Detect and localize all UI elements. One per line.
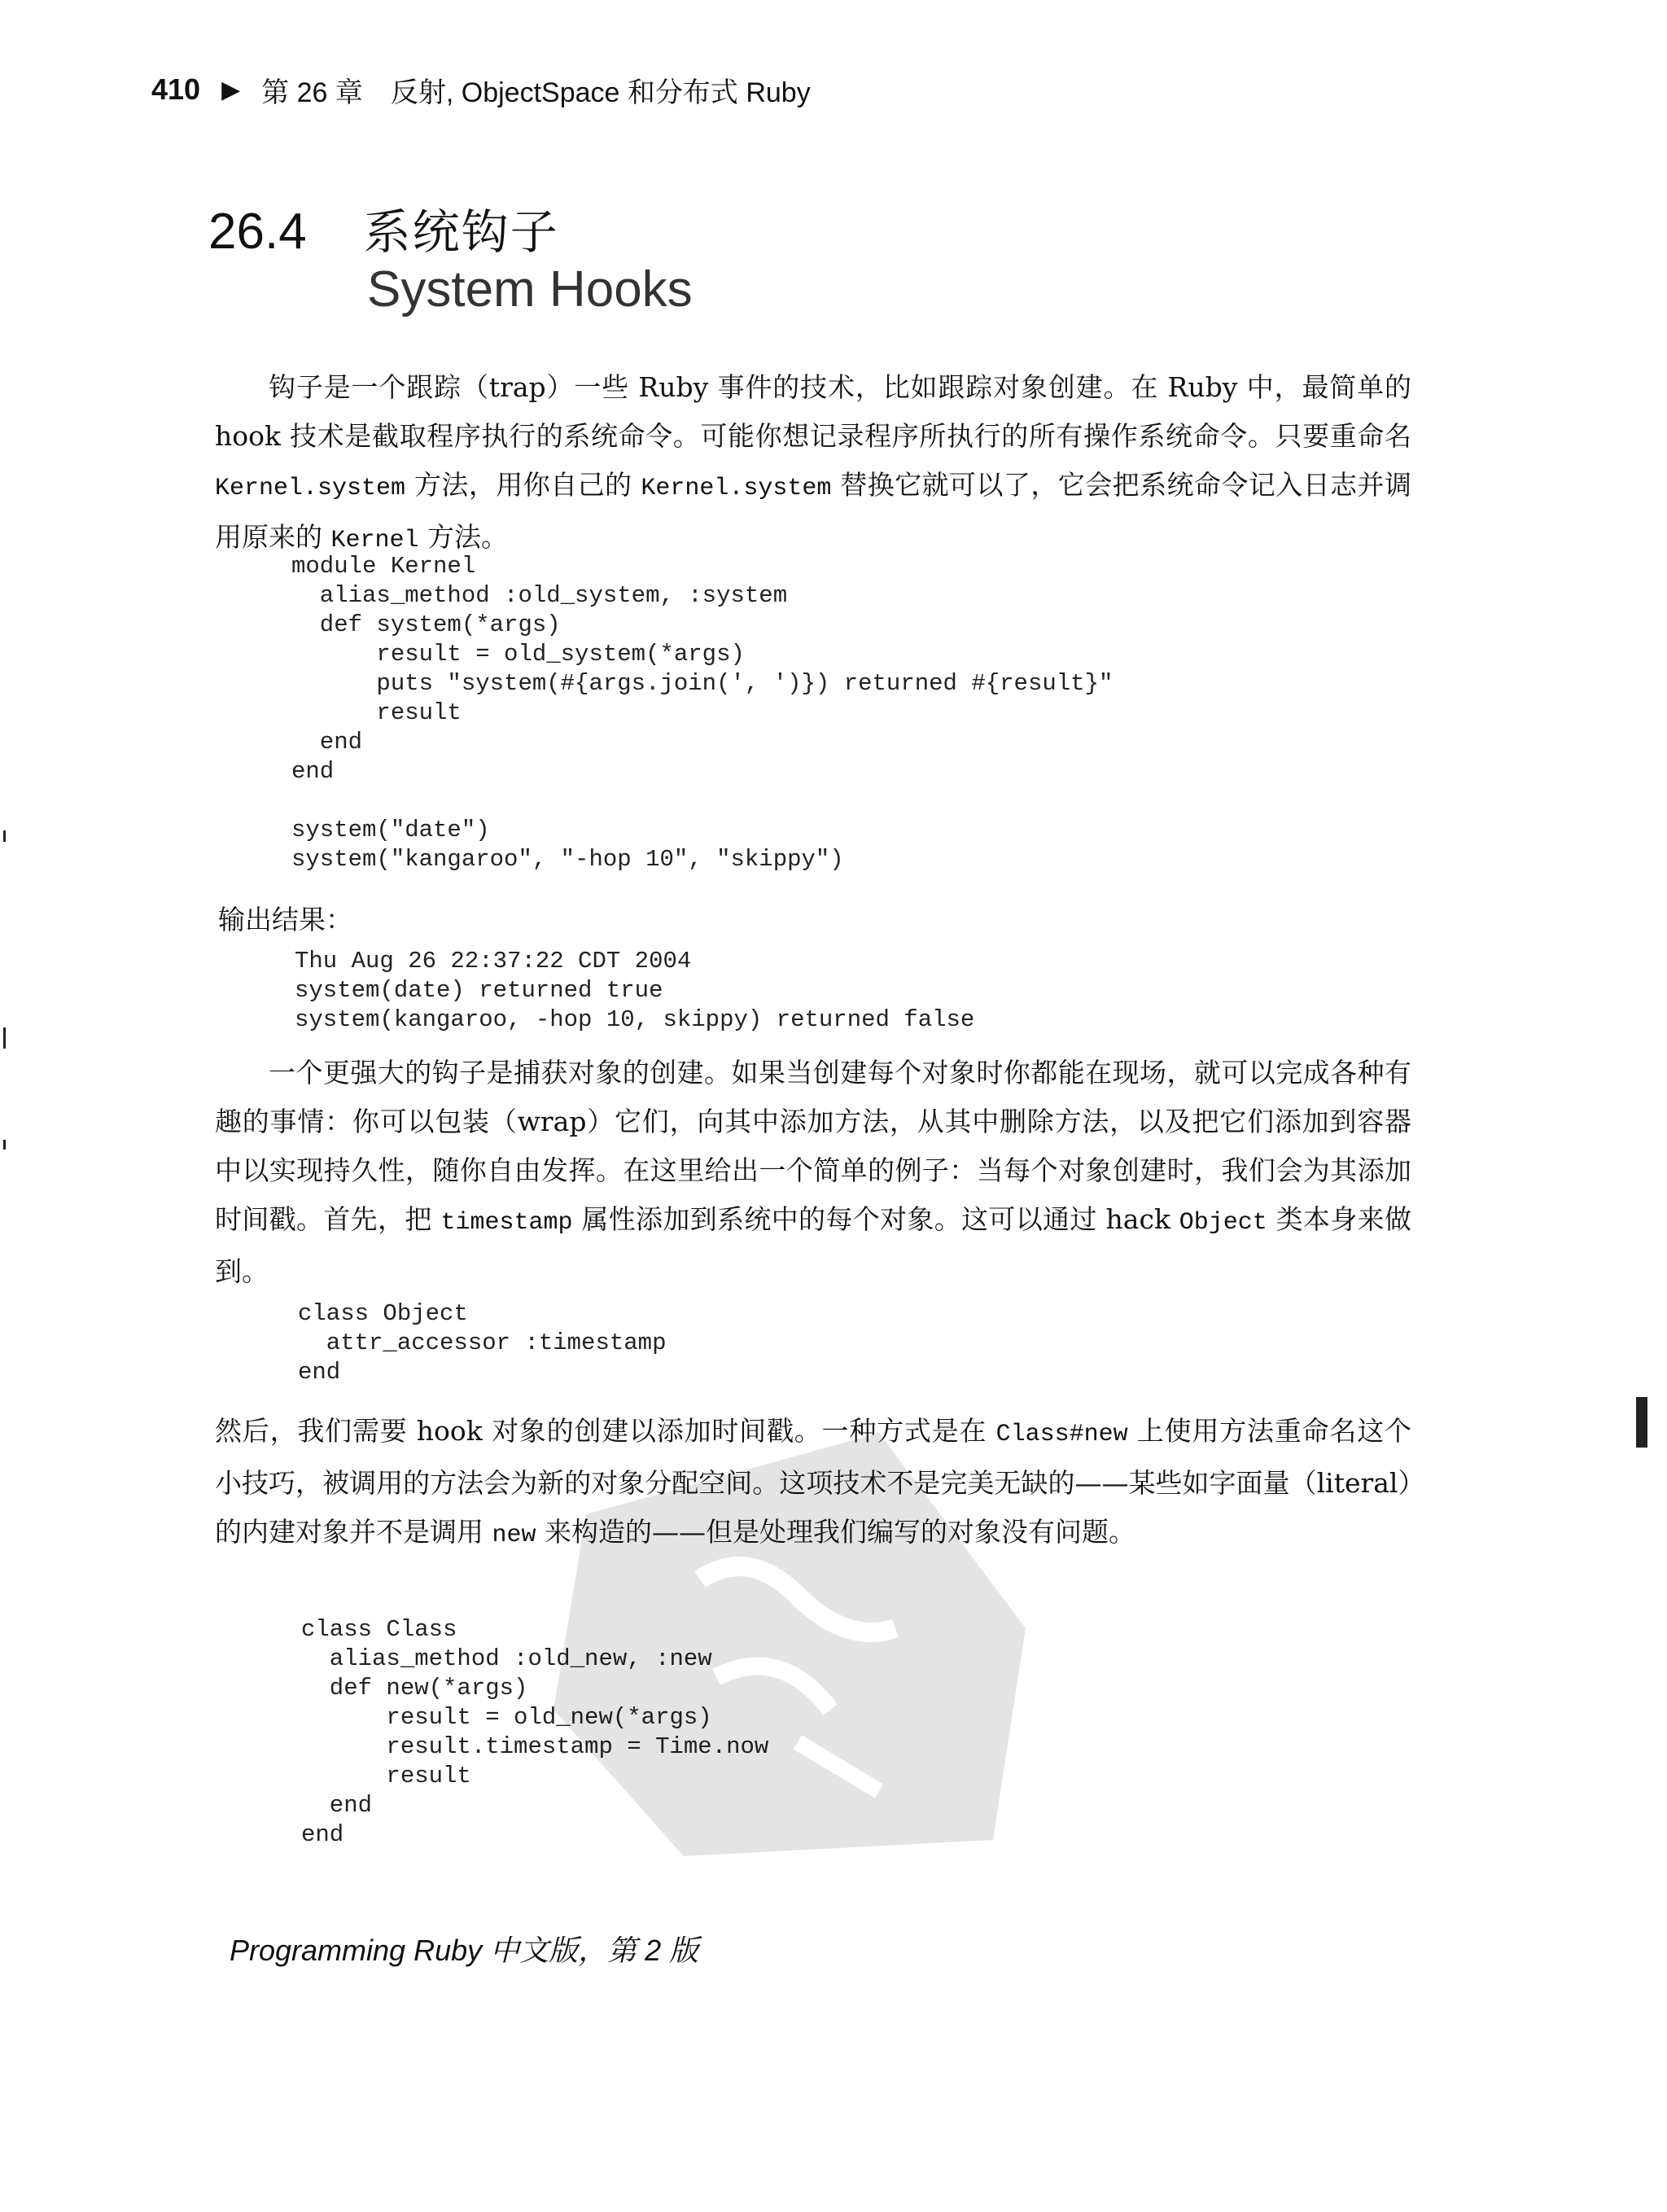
inline-code: Class#new	[995, 1421, 1128, 1448]
inline-code: Kernel.system	[641, 475, 832, 502]
page-number: 410	[151, 72, 201, 106]
text-run: 方法。	[418, 521, 509, 553]
section-title-zh: 系统钩子	[363, 204, 559, 260]
inline-code: new	[492, 1522, 536, 1549]
arrow-icon: ▶	[221, 76, 241, 103]
edge-mark	[3, 1027, 6, 1049]
edge-mark	[1636, 1397, 1647, 1448]
inline-code: Kernel.system	[215, 475, 406, 502]
text-run: 然后，我们需要 hook 对象的创建以添加时间戳。一种方式是在	[215, 1415, 996, 1447]
text-run: 钩子是一个跟踪（trap）一些 Ruby 事件的技术，比如跟踪对象创建。在 Ruby 中，最简单的 hook 技术是截取程序执行的系统命令。可能你想记录程序所执行的所有操作系统命令。只要重命名	[215, 371, 1411, 452]
paragraph-hooks-intro	[215, 363, 1411, 565]
output-label: 输出结果：	[218, 904, 352, 935]
paragraph-class-new	[215, 1407, 1411, 1560]
edge-mark	[3, 830, 6, 842]
text-run: 类本身来做到。	[215, 1203, 1411, 1287]
inline-code: Kernel	[330, 527, 419, 554]
section-number: 26.4	[208, 204, 307, 260]
paragraph-object-creation	[215, 1049, 1411, 1296]
edge-mark	[3, 1140, 6, 1150]
text-run: 一个更强大的钩子是捕获对象的创建。如果当创建每个对象时你都能在现场，就可以完成各种有趣的事情：你可以包装（wrap）它们，向其中添加方法，从其中删除方法，以及把它们添加到容器中以实现持久性，随你自由发挥。在这里给出一个简单的例子：当每个对象创建时，我们会为其添加时间戳。首先，把	[215, 1057, 1411, 1235]
inline-code: timestamp	[440, 1209, 573, 1237]
chapter-title: 第 26 章 反射, ObjectSpace 和分布式 Ruby	[261, 77, 811, 108]
code-block-output: Thu Aug 26 22:37:22 CDT 2004 system(date) returned true system(kangaroo, -hop 10, skippy) returned false	[295, 948, 975, 1033]
code-block-kernel-system: module Kernel alias_method :old_system, :system def system(*args) result = old_system(*args) puts "system(#{args.join(', ')}) returned #{result}" result end end system("date") system("kangaroo", "-hop 10", "skippy")	[291, 553, 1114, 873]
text-run: 来构造的——但是处理我们编写的对象没有问题。	[536, 1516, 1136, 1548]
code-block-object-timestamp: class Object attr_accessor :timestamp end	[298, 1300, 667, 1386]
text-run: 替换它就可以了，它会把系统命令记入日志并调用原来的	[215, 469, 1411, 553]
text-run: 属性添加到系统中的每个对象。这可以通过 hack	[572, 1203, 1179, 1235]
page-footer: Programming Ruby 中文版，第 2 版	[230, 1934, 699, 1967]
code-block-class-new: class Class alias_method :old_new, :new def new(*args) result = old_new(*args) result.timestamp = Time.now result end end	[301, 1616, 769, 1848]
section-heading	[208, 194, 559, 262]
text-run: 上使用方法重命名这个小技巧，被调用的方法会为新的对象分配空间。这项技术不是完美无缺的——某些如字面量（literal）的内建对象并不是调用	[215, 1415, 1411, 1548]
running-header	[151, 65, 1210, 114]
section-title-en: System Hooks	[367, 261, 693, 318]
text-run: 方法，用你自己的	[405, 469, 641, 501]
inline-code: Object	[1179, 1209, 1267, 1237]
